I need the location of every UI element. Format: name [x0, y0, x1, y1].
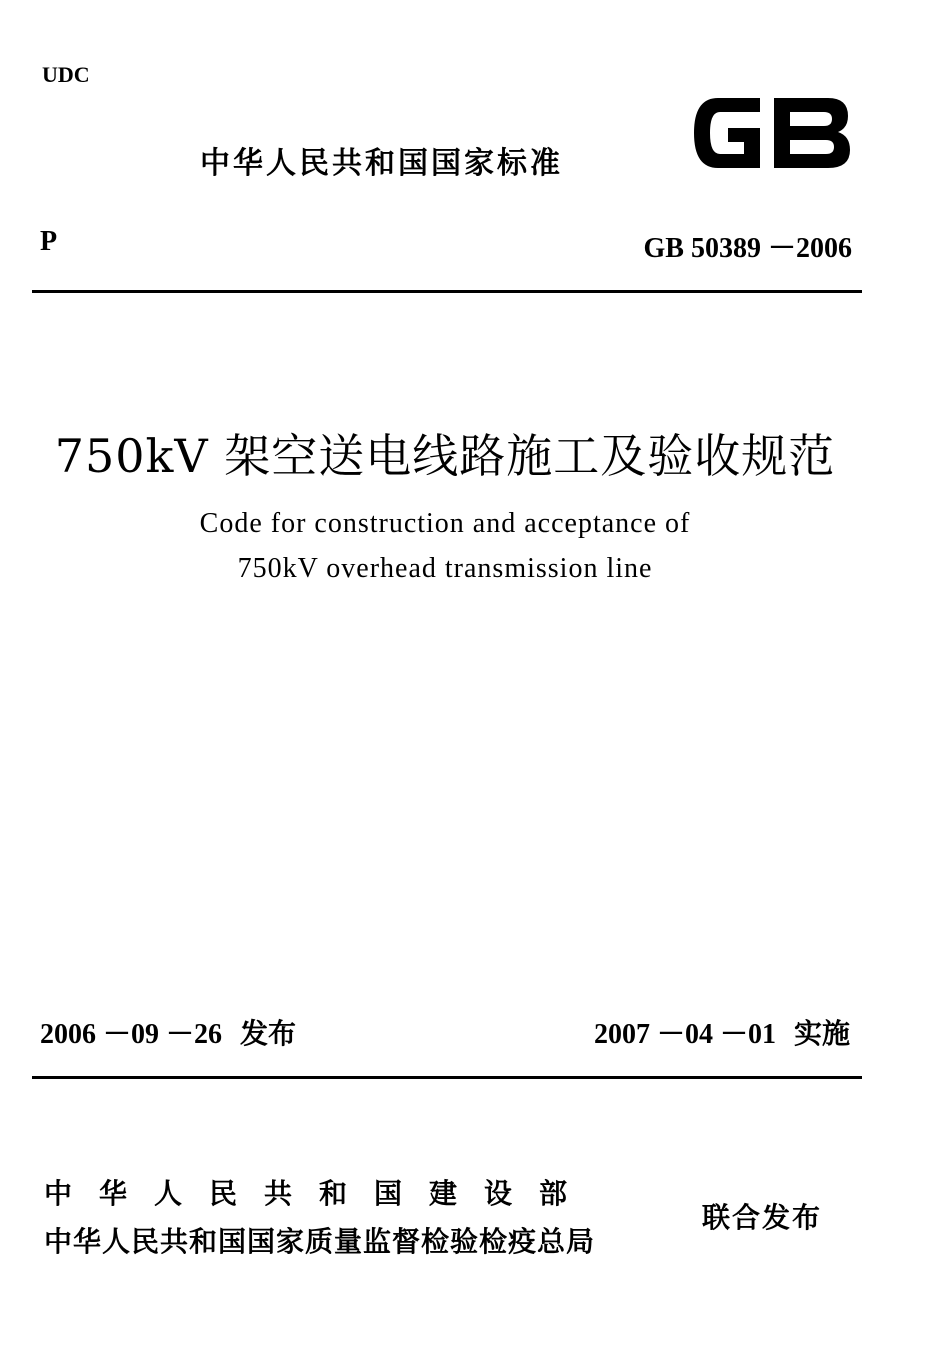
issue-date-block — [40, 1012, 296, 1052]
title-chinese: 750kV 架空送电线路施工及验收规范 — [54, 429, 836, 483]
title-english-line2: 750kV overhead transmission line — [237, 553, 653, 584]
issue-label: 发布 — [240, 1017, 297, 1050]
gb-logo — [688, 92, 854, 174]
classification-code: P — [40, 226, 58, 257]
effective-label: 实施 — [793, 1017, 850, 1050]
issuer-line2: 中华人民共和国国家质量监督检验检疫总局 — [44, 1225, 596, 1258]
bottom-divider — [32, 1076, 862, 1079]
issue-date: 2006 －09 －26 — [40, 1019, 223, 1050]
effective-date-block — [594, 1012, 850, 1052]
standard-name: 中华人民共和国国家标准 — [200, 146, 563, 181]
effective-date: 2007 －04 －01 — [593, 1019, 776, 1050]
udc-label: UDC — [42, 62, 90, 87]
title-english-line1: Code for construction and acceptance of — [199, 508, 691, 539]
standard-number: GB 50389 －2006 — [643, 233, 852, 264]
joint-issue-label: 联合发布 — [702, 1201, 823, 1234]
top-divider — [32, 290, 862, 293]
issuer-line1: 中华人民共和国建设部 — [44, 1177, 595, 1210]
